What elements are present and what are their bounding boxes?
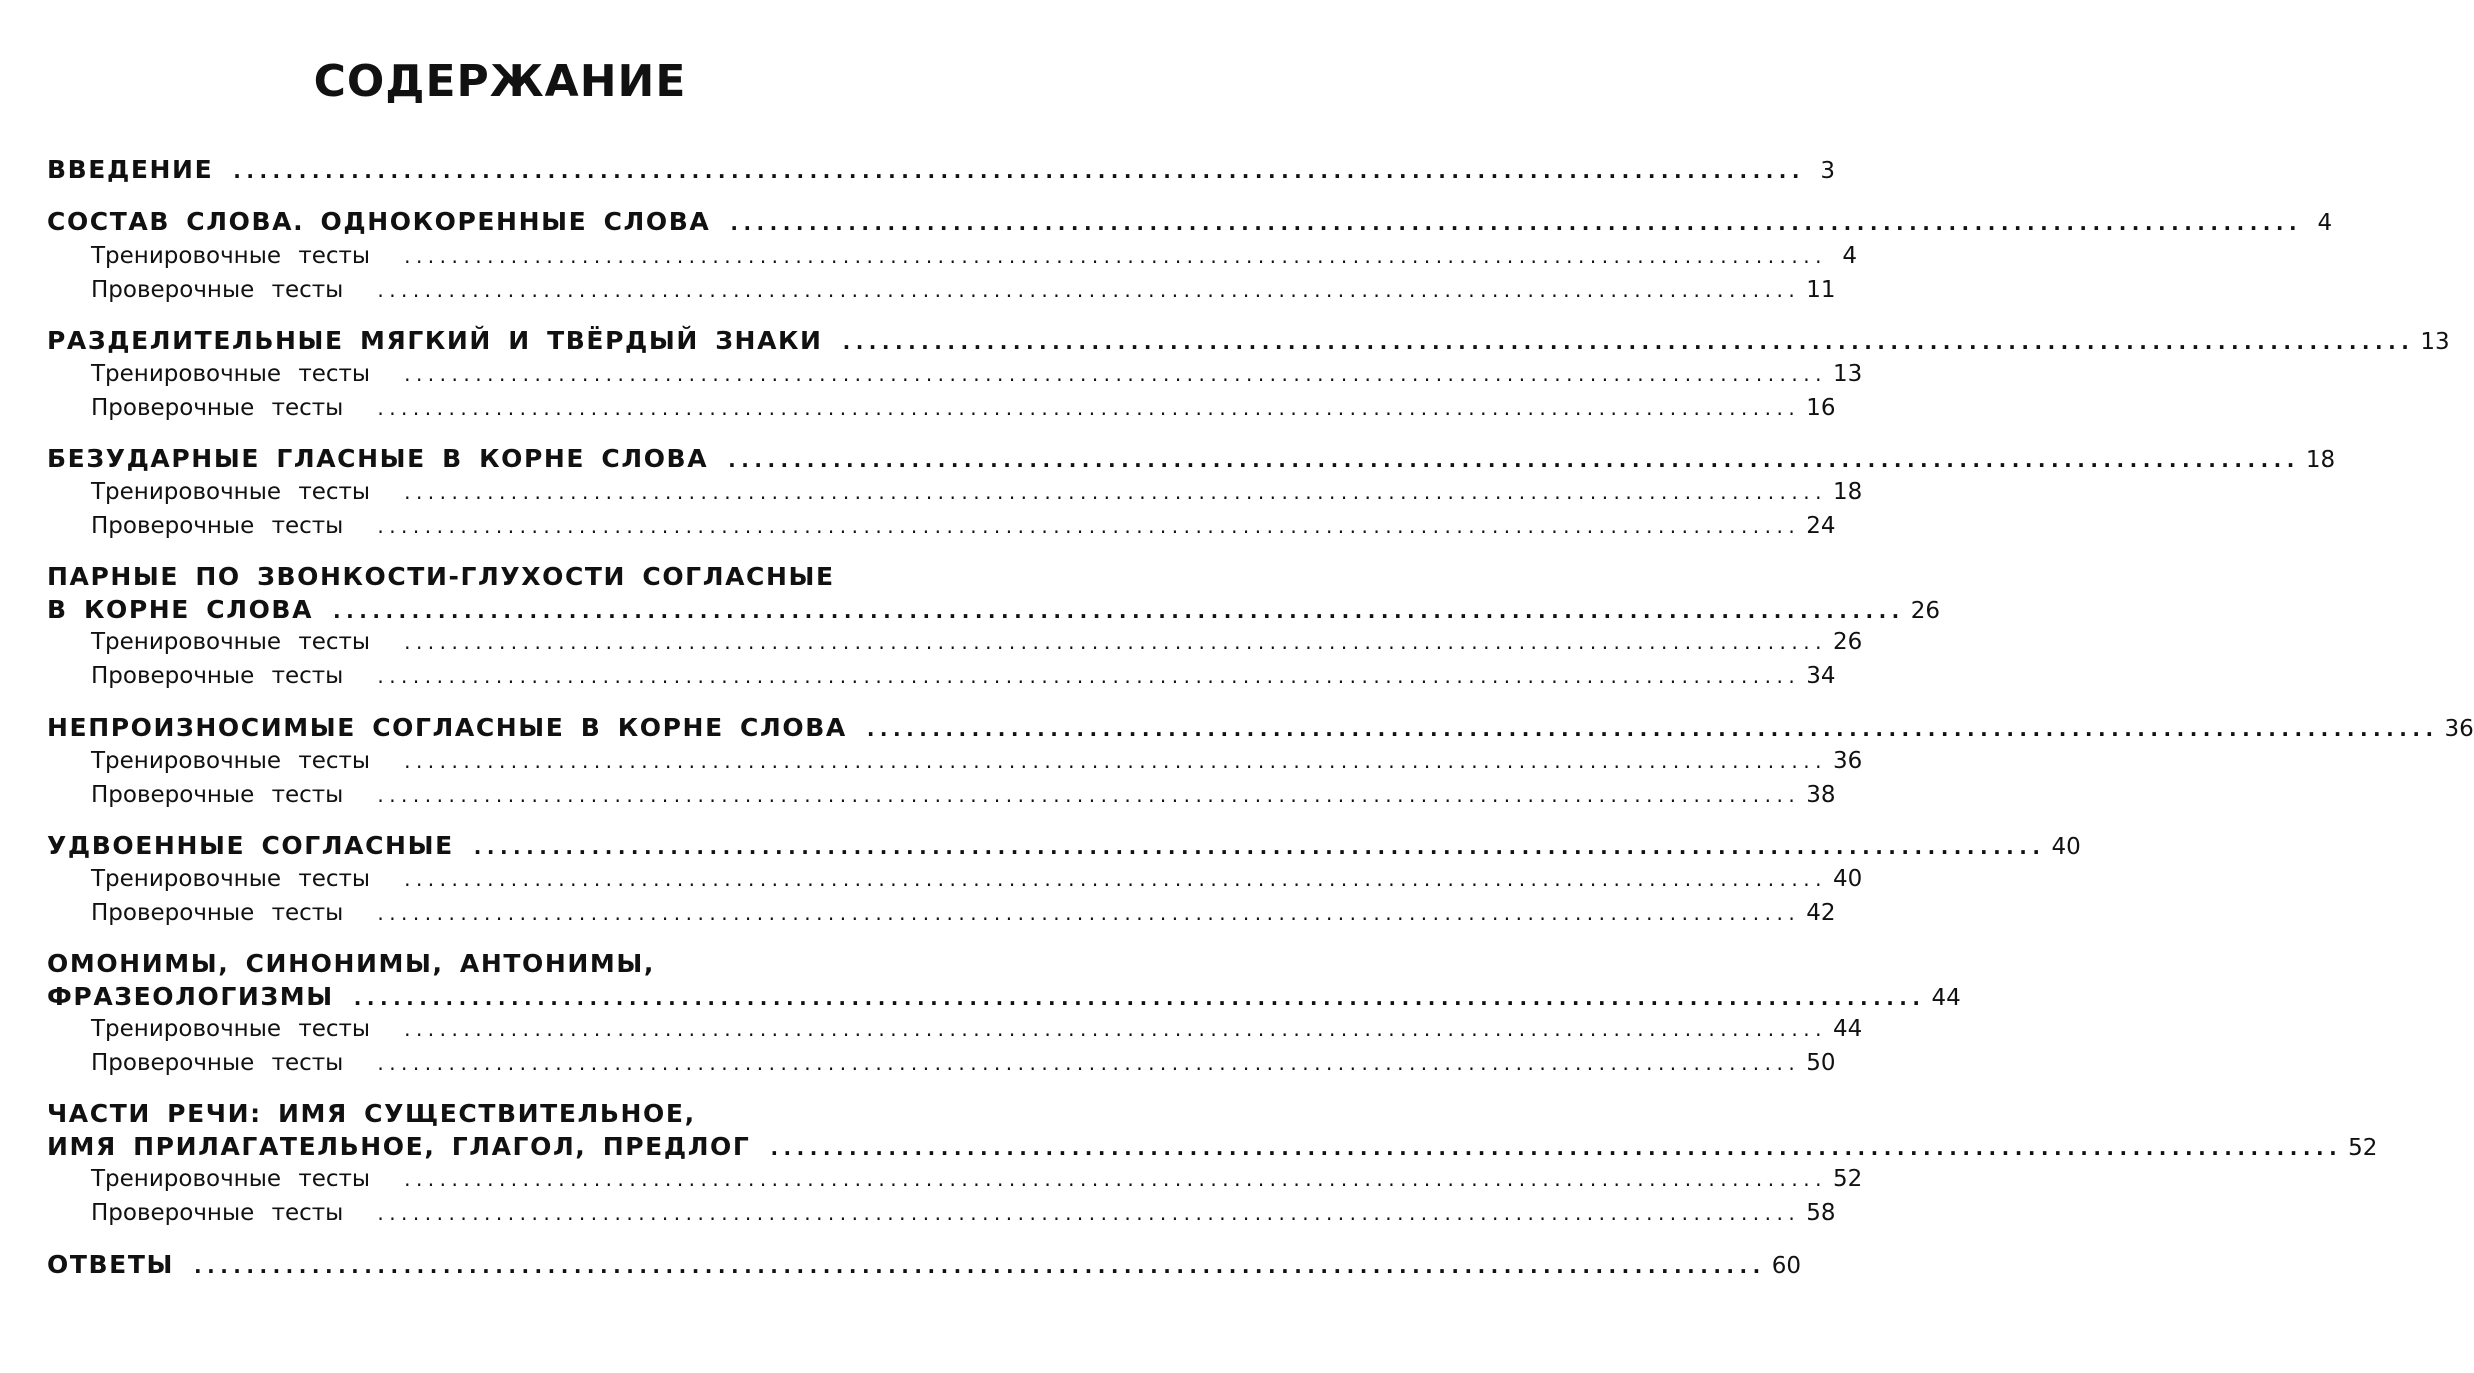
toc-entry-title: Тренировочные тесты [91,479,371,505]
dot-leader: ........................................................................................................................ [377,664,1801,688]
toc-entry-chapter-line[interactable] [47,562,916,591]
toc-entry-chapter-line[interactable] [47,1099,916,1128]
toc-entry-subsection[interactable] [91,479,1863,505]
toc-entry-title: БЕЗУДАРНЫЕ ГЛАСНЫЕ В КОРНЕ СЛОВА [47,444,709,473]
toc-entry-subsection[interactable] [91,900,1836,926]
dot-leader: ........................................................................................................................ [404,480,1827,504]
toc-page-number: 44 [1931,985,1961,1011]
toc-entry-subsection[interactable] [91,663,1836,689]
dot-leader: ........................................................................................................................ [404,362,1827,386]
toc-entry-subsection[interactable] [91,782,1836,808]
dot-leader: ........................................................................................................................ [233,159,1805,183]
toc-entry-title: ФРАЗЕОЛОГИЗМЫ [47,982,334,1011]
toc-page-number: 50 [1806,1050,1836,1076]
toc-entry-title: Проверочные тесты [91,900,344,926]
dot-leader: ........................................................................................................................ [333,599,1905,623]
toc-page-number: 34 [1806,663,1836,689]
toc-page-number: 13 [1832,361,1863,387]
toc-page-number: 40 [2051,834,2081,860]
toc-entry-title: РАЗДЕЛИТЕЛЬНЫЕ МЯГКИЙ И ТВЁРДЫЙ ЗНАКИ [47,326,823,355]
toc-page-number: 52 [2348,1135,2378,1161]
toc-entry-title: СОСТАВ СЛОВА. ОДНОКОРЕННЫЕ СЛОВА [47,207,711,236]
dot-leader: ........................................................................................................................ [377,783,1801,807]
toc-page-number: 24 [1806,513,1836,539]
page-title: СОДЕРЖАНИЕ [313,56,687,107]
toc-entry-subsection[interactable] [91,1050,1836,1076]
dot-leader: ........................................................................................................................ [377,514,1801,538]
toc-entry-title: ИМЯ ПРИЛАГАТЕЛЬНОЕ, ГЛАГОЛ, ПРЕДЛОГ [47,1132,751,1161]
toc-page-number: 16 [1806,395,1836,421]
toc-entry-chapter[interactable] [47,713,2474,742]
toc-page-number: 52 [1832,1166,1863,1192]
toc-page-number: 36 [1832,748,1863,774]
dot-leader: ........................................................................................................................ [404,749,1827,773]
toc-entry-subsection[interactable] [91,513,1836,539]
toc-entry-title: Проверочные тесты [91,513,344,539]
toc-page-number: 40 [1832,866,1863,892]
toc-entry-title: Тренировочные тесты [91,866,371,892]
toc-entry-answers[interactable] [47,1250,1801,1279]
toc-entry-title: Тренировочные тесты [91,748,371,774]
toc-entry-subsection[interactable] [91,1016,1863,1042]
dot-leader: ........................................................................................................................ [404,1167,1827,1191]
toc-entry-chapter[interactable] [47,326,2450,355]
toc-entry-title: Проверочные тесты [91,395,344,421]
toc-entry-title: Проверочные тесты [91,1050,344,1076]
toc-page-number: 60 [1771,1253,1801,1279]
toc-page-number: 4 [1842,243,1857,269]
toc-page-number: 58 [1806,1200,1836,1226]
toc-entry-chapter[interactable] [47,207,2333,236]
toc-page-number: 38 [1806,782,1836,808]
toc-entry-subsection[interactable] [91,277,1836,303]
toc-page-number: 18 [2305,447,2336,473]
dot-leader: ........................................................................................................................ [194,1254,1766,1278]
toc-page-number: 44 [1832,1016,1863,1042]
toc-entry-title: Тренировочные тесты [91,1016,371,1042]
toc-entry-chapter[interactable] [47,831,2081,860]
toc-page-number: 26 [1832,629,1863,655]
toc-page-number: 26 [1910,598,1941,624]
toc-entry-chapter-line[interactable] [47,949,916,978]
toc-entry-title: Проверочные тесты [91,663,344,689]
toc-entry-subsection[interactable] [91,361,1863,387]
toc-entry-title: Тренировочные тесты [91,1166,371,1192]
dot-leader: ........................................................................................................................ [404,1017,1827,1041]
toc-page-number: 11 [1806,277,1836,303]
toc-entry-introduction[interactable] [47,155,1835,184]
dot-leader: ........................................................................................................................ [728,448,2300,472]
toc-entry-chapter[interactable] [47,444,2336,473]
dot-leader: ........................................................................................................................ [377,1051,1801,1075]
toc-page-number: 18 [1832,479,1863,505]
toc-entry-subsection[interactable] [91,748,1863,774]
dot-leader: ........................................................................................................................ [377,901,1801,925]
toc-page-number: 3 [1820,158,1835,184]
toc-page-number: 42 [1806,900,1836,926]
toc-entry-title: ОТВЕТЫ [47,1250,174,1279]
dot-leader: ........................................................................................................................ [842,330,2415,354]
toc-entry-title: Тренировочные тесты [91,361,371,387]
toc-entry-title: Проверочные тесты [91,1200,344,1226]
toc-entry-title: Проверочные тесты [91,782,344,808]
dot-leader: ........................................................................................................................ [377,396,1801,420]
toc-entry-chapter[interactable] [47,1132,2378,1161]
dot-leader: ........................................................................................................................ [730,211,2303,235]
dot-leader: ........................................................................................................................ [377,1201,1801,1225]
toc-entry-subsection[interactable] [91,629,1863,655]
dot-leader: ........................................................................................................................ [770,1136,2343,1160]
toc-page-number: 36 [2444,716,2474,742]
toc-entry-subsection[interactable] [91,243,1857,269]
toc-entry-subsection[interactable] [91,1166,1863,1192]
toc-entry-subsection[interactable] [91,866,1863,892]
toc-entry-title: В КОРНЕ СЛОВА [47,595,314,624]
toc-entry-title: ПАРНЫЕ ПО ЗВОНКОСТИ-ГЛУХОСТИ СОГЛАСНЫЕ [47,562,835,591]
dot-leader: ........................................................................................................................ [473,835,2046,859]
toc-entry-title: ОМОНИМЫ, СИНОНИМЫ, АНТОНИМЫ, [47,949,655,978]
dot-leader: ........................................................................................................................ [404,244,1827,268]
toc-page-number: 13 [2420,329,2450,355]
dot-leader: ........................................................................................................................ [353,986,1926,1010]
toc-entry-subsection[interactable] [91,1200,1836,1226]
toc-page-number: 4 [2317,210,2333,236]
toc-entry-subsection[interactable] [91,395,1836,421]
toc-entry-title: Тренировочные тесты [91,243,371,269]
toc-entry-title: Тренировочные тесты [91,629,371,655]
dot-leader: ........................................................................................................................ [866,717,2439,741]
dot-leader: ........................................................................................................................ [404,867,1827,891]
toc-entry-chapter[interactable] [47,982,1961,1011]
toc-entry-chapter[interactable] [47,595,1941,624]
toc-entry-title: НЕПРОИЗНОСИМЫЕ СОГЛАСНЫЕ В КОРНЕ СЛОВА [47,713,847,742]
toc-entry-title: Проверочные тесты [91,277,344,303]
toc-entry-title: ЧАСТИ РЕЧИ: ИМЯ СУЩЕСТВИТЕЛЬНОЕ, [47,1099,696,1128]
dot-leader: ........................................................................................................................ [377,278,1801,302]
toc-entry-title: ВВЕДЕНИЕ [47,155,214,184]
toc-entry-title: УДВОЕННЫЕ СОГЛАСНЫЕ [47,831,454,860]
dot-leader: ........................................................................................................................ [404,630,1827,654]
